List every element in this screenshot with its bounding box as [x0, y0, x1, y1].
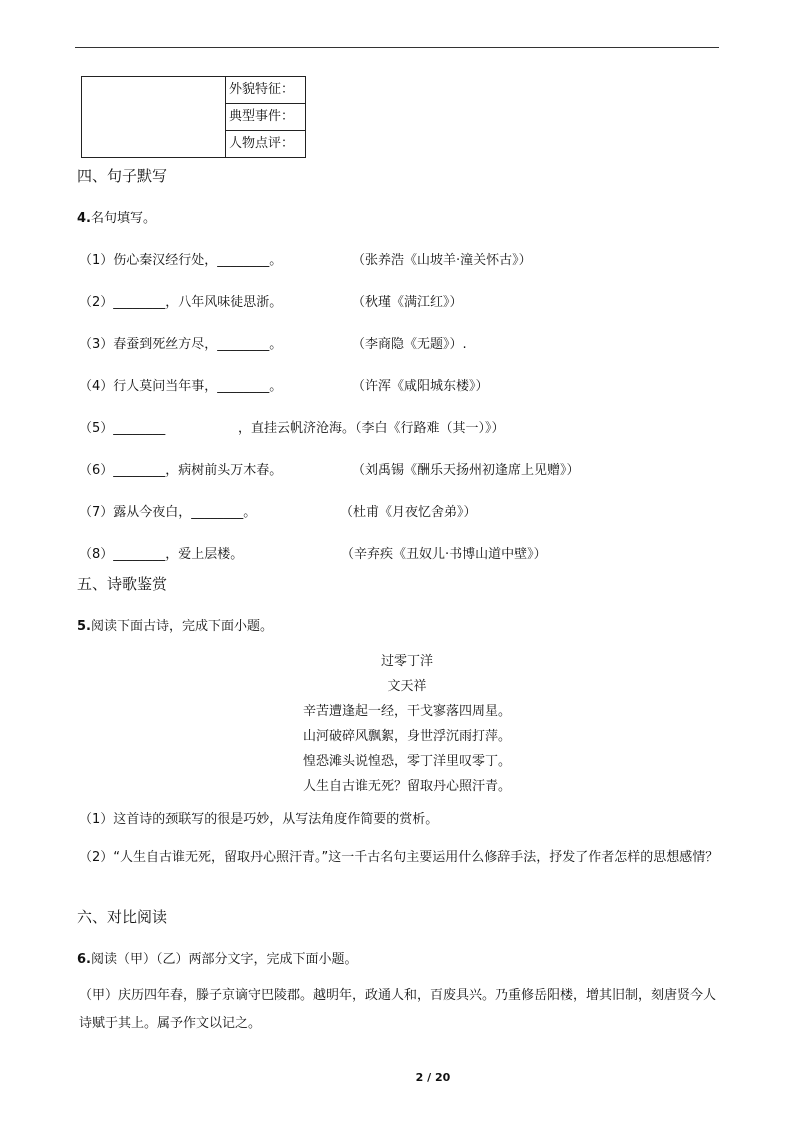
poem-line-4: 人生自古谁无死？留取丹心照汗青。: [302, 779, 511, 794]
header-rule: [75, 47, 719, 48]
recite-source-1: （张养浩《山坡羊·潼关怀古》）: [352, 253, 532, 268]
recite-item-5: （5）________: [79, 421, 166, 436]
character-blank-cell[interactable]: [82, 77, 226, 158]
passage-jia: （甲）庆历四年春，滕子京谪守巴陵郡。越明年，政通人和，百废具兴。乃重修岳阳楼，增其旧制，刻唐贤今人诗赋于其上。属予作文以记之。: [79, 988, 717, 1031]
poem-author: 文天祥: [387, 679, 427, 694]
question-text: 名句填写。: [90, 211, 156, 226]
recite-item-8: （8）________，爱上层楼。: [79, 547, 244, 562]
recite-item-2: （2）________，八年风味徒思浙。: [79, 295, 283, 310]
recite-source-8: （辛弃疾《丑奴儿·书博山道中壁》）: [341, 547, 547, 562]
question-4: [77, 207, 156, 226]
character-table: [81, 76, 306, 158]
recite-item-3: （3）春蚕到死丝方尽，________。: [79, 337, 283, 352]
recite-item-1: （1）伤心秦汉经行处，________。: [79, 253, 283, 268]
question-number: 4.: [77, 211, 91, 226]
section-heading-6: 六、对比阅读: [77, 908, 168, 926]
poem-line-1: 辛苦遭逢起一经，干戈寥落四周星。: [302, 704, 511, 719]
character-comment-field[interactable]: 人物点评：: [226, 131, 306, 158]
recite-source-7: （杜甫《月夜忆舍弟》）: [340, 505, 477, 520]
page-number: 2 / 20: [415, 1071, 451, 1084]
question-number: 6.: [77, 952, 91, 967]
recite-item-7: （7）露从今夜白，________。: [79, 505, 257, 520]
recite-item-6: （6）________，病树前头万木春。: [79, 463, 283, 478]
recite-source-2: （秋瑾《满江红》）: [352, 295, 463, 310]
question-5: [77, 615, 273, 634]
recite-item-4: （4）行人莫问当年事，________。: [79, 379, 283, 394]
question-6: [77, 948, 358, 967]
recite-source-4: （许浑《咸阳城东楼》）: [352, 379, 489, 394]
question-number: 5.: [77, 619, 91, 634]
question-text: 阅读下面古诗，完成下面小题。: [90, 619, 273, 634]
poem-line-2: 山河破碎风飘絮，身世浮沉雨打萍。: [302, 729, 511, 744]
typical-event-field[interactable]: 典型事件：: [226, 104, 306, 131]
recite-source-5: ，直挂云帆济沧海。（李白《行路难（其一）》）: [238, 421, 505, 436]
section-heading-5: 五、诗歌鉴赏: [77, 575, 168, 593]
poem-subquestion-1: （1）这首诗的颈联写的很是巧妙，从写法角度作简要的赏析。: [79, 812, 439, 827]
recite-source-6: （刘禹锡《酬乐天扬州初逢席上见赠》）: [352, 463, 580, 478]
question-text: 阅读（甲）（乙）两部分文字，完成下面小题。: [90, 952, 358, 967]
section-heading-4: 四、句子默写: [77, 167, 168, 185]
poem-subquestion-2: （2）“人生自古谁无死，留取丹心照汗青。”这一千古名句主要运用什么修辞手法，抒发了作者怎样的思想感情？: [79, 850, 719, 865]
appearance-field[interactable]: 外貌特征：: [226, 77, 306, 104]
recite-source-3: （李商隐《无题》）.: [352, 337, 467, 352]
poem-title: 过零丁洋: [380, 654, 433, 669]
poem-line-3: 惶恐滩头说惶恐，零丁洋里叹零丁。: [302, 754, 511, 769]
